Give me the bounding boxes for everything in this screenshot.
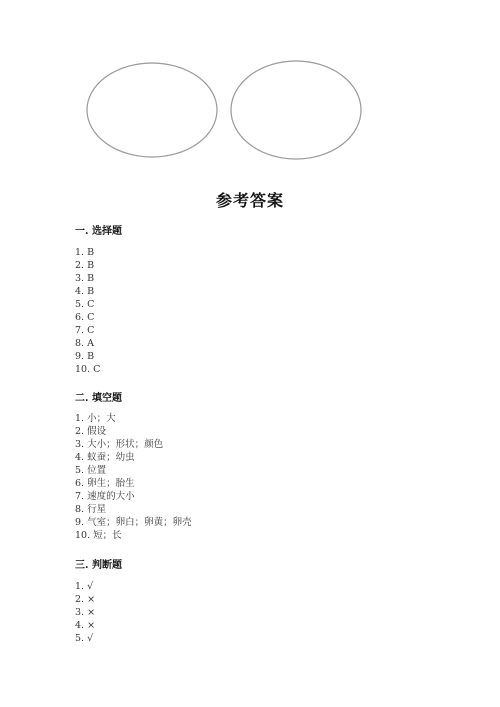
list-item: 5. √ <box>75 633 94 644</box>
list-item: 6. C <box>75 312 95 323</box>
list-item: 3. B <box>75 273 95 284</box>
section-heading-judgement: 三. 判断题 <box>75 560 122 571</box>
list-item: 7. 速度的大小 <box>75 491 135 502</box>
list-item: 2. × <box>75 594 96 605</box>
list-item: 2. 假设 <box>75 426 107 437</box>
list-item: 2. B <box>75 260 95 271</box>
fill-answer-list <box>75 412 192 542</box>
list-item: 4. 蚁蚕；幼虫 <box>75 452 135 463</box>
list-item: 8. A <box>75 338 94 349</box>
list-item: 1. √ <box>75 581 94 592</box>
list-item: 3. × <box>75 607 96 618</box>
list-item: 3. 大小；形状；颜色 <box>75 439 164 450</box>
list-item: 10. C <box>75 364 101 375</box>
list-item: 6. 卵生；胎生 <box>75 478 135 489</box>
list-item: 1. 小；大 <box>75 413 116 424</box>
section-heading-fill: 二. 填空题 <box>75 393 122 404</box>
list-item: 9. B <box>75 351 95 362</box>
list-item: 7. C <box>75 325 95 336</box>
choice-answer-list <box>75 246 100 376</box>
list-item: 10. 短；长 <box>75 530 122 541</box>
list-item: 9. 气室；卵白；卵黄；卵壳 <box>75 517 192 528</box>
list-item: 4. B <box>75 286 95 297</box>
list-item: 5. 位置 <box>75 465 107 476</box>
judgement-answer-list <box>75 580 95 645</box>
list-item: 4. × <box>75 620 96 631</box>
list-item: 5. C <box>75 299 95 310</box>
right-oval <box>231 61 361 159</box>
page-title: 参考答案 <box>215 191 284 210</box>
oval-figures <box>0 0 500 180</box>
list-item: 8. 行星 <box>75 504 107 515</box>
section-heading-choice: 一. 选择题 <box>75 226 122 237</box>
list-item: 1. B <box>75 247 95 258</box>
left-oval <box>87 63 217 157</box>
